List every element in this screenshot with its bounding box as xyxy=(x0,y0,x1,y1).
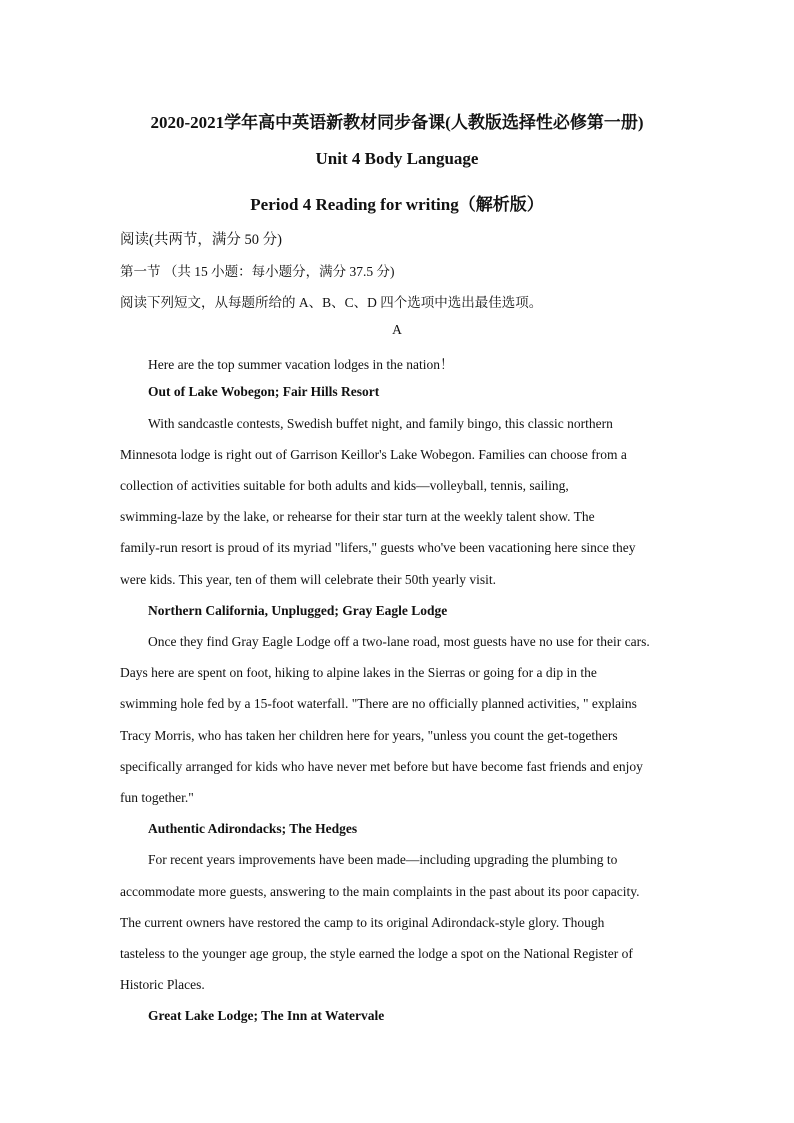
period-title: Period 4 Reading for writing（解析版） xyxy=(250,195,544,214)
lodge2-line: Tracy Morris, who has taken her children here for years, "unless you count the get-togethers xyxy=(120,728,618,743)
passage-intro: Here are the top summer vacation lodges in the nation！ xyxy=(148,357,454,372)
lodge3-heading: Authentic Adirondacks; The Hedges xyxy=(148,821,358,836)
lodge1-line: were kids. This year, ten of them will celebrate their 50th yearly visit. xyxy=(120,572,496,587)
lodge2-heading: Northern California, Unplugged; Gray Eagle Lodge xyxy=(148,603,448,618)
lodge2-line: swimming hole fed by a 15-foot waterfall. "There are no officially planned activities, " explains xyxy=(120,696,637,711)
lodge2-line: fun together." xyxy=(120,790,194,805)
lodge3-line: tasteless to the younger age group, the style earned the lodge a spot on the National Register of xyxy=(120,946,633,961)
unit-title: Unit 4 Body Language xyxy=(315,149,479,168)
lodge2-line: Once they find Gray Eagle Lodge off a two-lane road, most guests have no use for their cars. xyxy=(148,634,650,649)
lodge3-line: Historic Places. xyxy=(120,977,205,992)
lodge3-line: The current owners have restored the camp to its original Adirondack-style glory. Though xyxy=(120,915,605,930)
lodge1-line: With sandcastle contests, Swedish buffet night, and family bingo, this classic northern xyxy=(148,416,613,431)
document-title: 2020-2021学年高中英语新教材同步备课(人教版选择性必修第一册) xyxy=(150,113,644,132)
section-heading: 阅读(共两节，满分 50 分) xyxy=(120,232,282,248)
lodge3-line: For recent years improvements have been made—including upgrading the plumbing to xyxy=(148,852,618,867)
passage-label: A xyxy=(392,322,402,337)
instruction-text: 阅读下列短文，从每题所给的 A、B、C、D 四个选项中选出最佳选项。 xyxy=(120,295,543,310)
part-heading: 第一节 （共 15 小题：每小题分，满分 37.5 分) xyxy=(120,264,395,279)
lodge3-line: accommodate more guests, answering to the main complaints in the past about its poor capacity. xyxy=(120,884,640,899)
lodge1-line: swimming-laze by the lake, or rehearse for their star turn at the weekly talent show. The xyxy=(120,509,595,524)
lodge1-line: family-run resort is proud of its myriad "lifers," guests who've been vacationing here since they xyxy=(120,540,636,555)
lodge2-line: specifically arranged for kids who have never met before but have become fast friends and enjoy xyxy=(120,759,643,774)
lodge1-heading: Out of Lake Wobegon; Fair Hills Resort xyxy=(148,384,380,399)
lodge2-line: Days here are spent on foot, hiking to alpine lakes in the Sierras or going for a dip in the xyxy=(120,665,597,680)
lodge1-line: collection of activities suitable for both adults and kids—volleyball, tennis, sailing, xyxy=(120,478,569,493)
lodge1-line: Minnesota lodge is right out of Garrison Keillor's Lake Wobegon. Families can choose from a xyxy=(120,447,627,462)
lodge4-heading: Great Lake Lodge; The Inn at Watervale xyxy=(148,1008,385,1023)
